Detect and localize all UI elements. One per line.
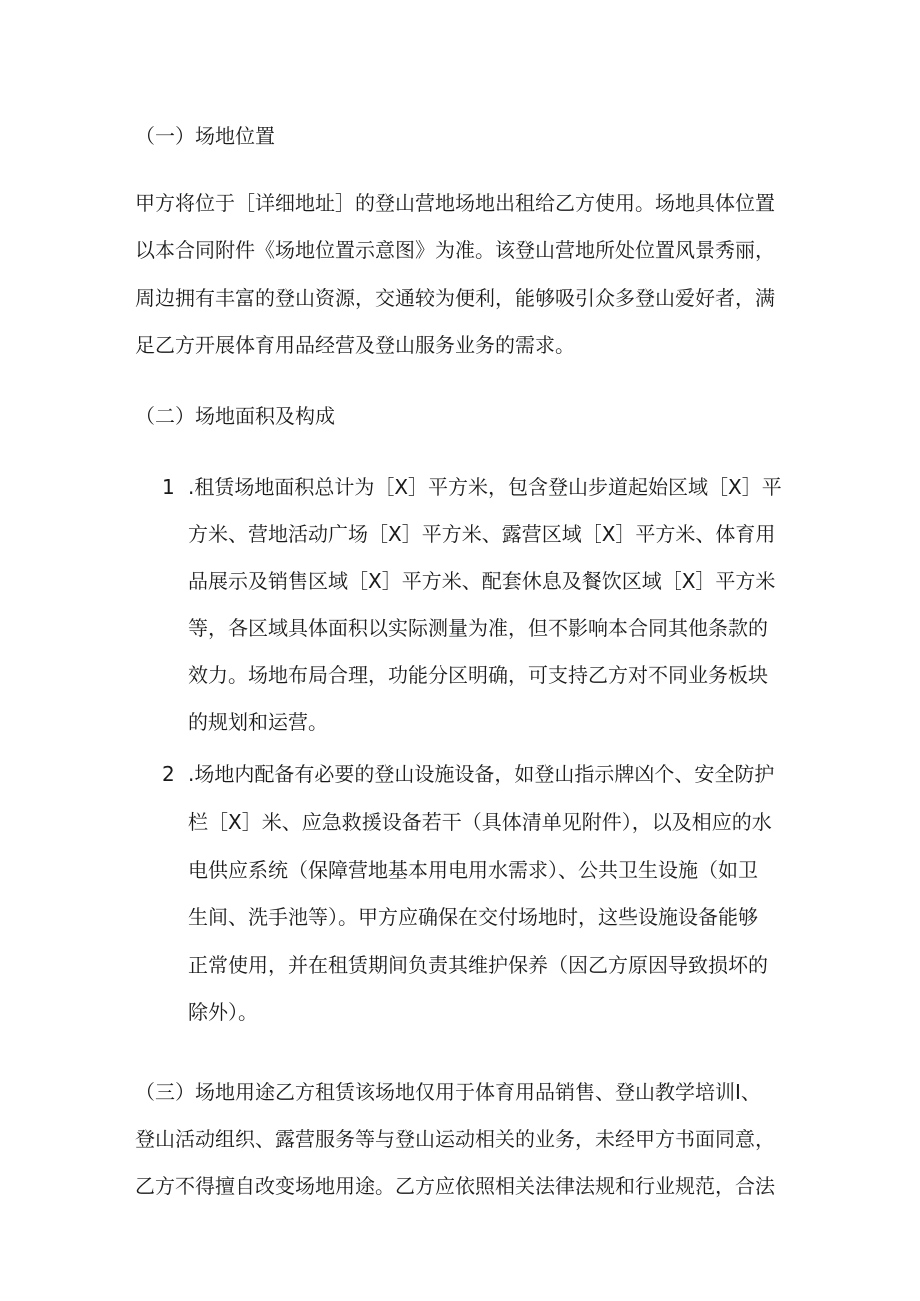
- section-3-line-2: 登山活动组织、露营服务等与登山运动相关的业务，未经甲方书面同意，: [135, 1127, 775, 1151]
- list-item-1-line-4: 等，各区域具体面积以实际测量为准，但不影响本合同其他条款的: [188, 616, 768, 640]
- section-2-heading: （二）场地面积及构成: [135, 404, 335, 428]
- section-1-line-4: 足乙方开展体育用品经营及登山服务业务的需求。: [135, 333, 575, 357]
- section-1-line-3: 周边拥有丰富的登山资源，交通较为便利，能够吸引众多登山爱好者，满: [135, 286, 775, 310]
- list-item-2-line-1: .场地内配备有必要的登山设施设备，如登山指示牌凶个、安全防护: [188, 762, 775, 786]
- list-item-2-line-5: 正常使用，并在租赁期间负责其维护保养（因乙方原因导致损坏的: [188, 953, 768, 977]
- list-item-1-line-1: .租赁场地面积总计为［X］平方米，包含登山步道起始区域［X］平: [188, 475, 782, 499]
- list-item-1-line-3: 品展示及销售区域［X］平方米、配套休息及餐饮区域［X］平方米: [188, 569, 776, 593]
- section-1-line-2: 以本合同附件《场地位置示意图》为准。该登山营地所处位置风景秀丽，: [135, 238, 775, 262]
- list-item-2-line-6: 除外）。: [188, 1000, 258, 1024]
- list-item-1-number: 1: [162, 475, 175, 499]
- list-item-2-line-3: 电供应系统（保障营地基本用电用水需求）、公共卫生设施（如卫: [188, 858, 758, 882]
- section-3-line-1: （三）场地用途乙方租赁该场地仅用于体育用品销售、登山教学培训I、: [135, 1080, 761, 1104]
- list-item-2-line-2: 栏［X］米、应急救援设备若干（具体清单见附件），以及相应的水: [188, 810, 772, 834]
- section-1-line-1: 甲方将位于［详细地址］的登山营地场地出租给乙方使用。场地具体位置: [135, 191, 775, 215]
- list-item-2-line-4: 生间、洗手池等）。甲方应确保在交付场地时，这些设施设备能够: [188, 905, 758, 929]
- list-item-1-line-6: 的规划和运营。: [188, 710, 328, 734]
- list-item-1-line-2: 方米、营地活动广场［X］平方米、露营区域［X］平方米、体育用: [188, 522, 776, 546]
- list-item-2-number: 2: [162, 762, 175, 786]
- list-item-1-line-5: 效力。场地布局合理，功能分区明确，可支持乙方对不同业务板块: [188, 663, 768, 687]
- section-3-line-3: 乙方不得擅自改变场地用途。乙方应依照相关法律法规和行业规范，合法: [135, 1174, 775, 1198]
- section-1-heading: （一）场地位置: [135, 124, 275, 148]
